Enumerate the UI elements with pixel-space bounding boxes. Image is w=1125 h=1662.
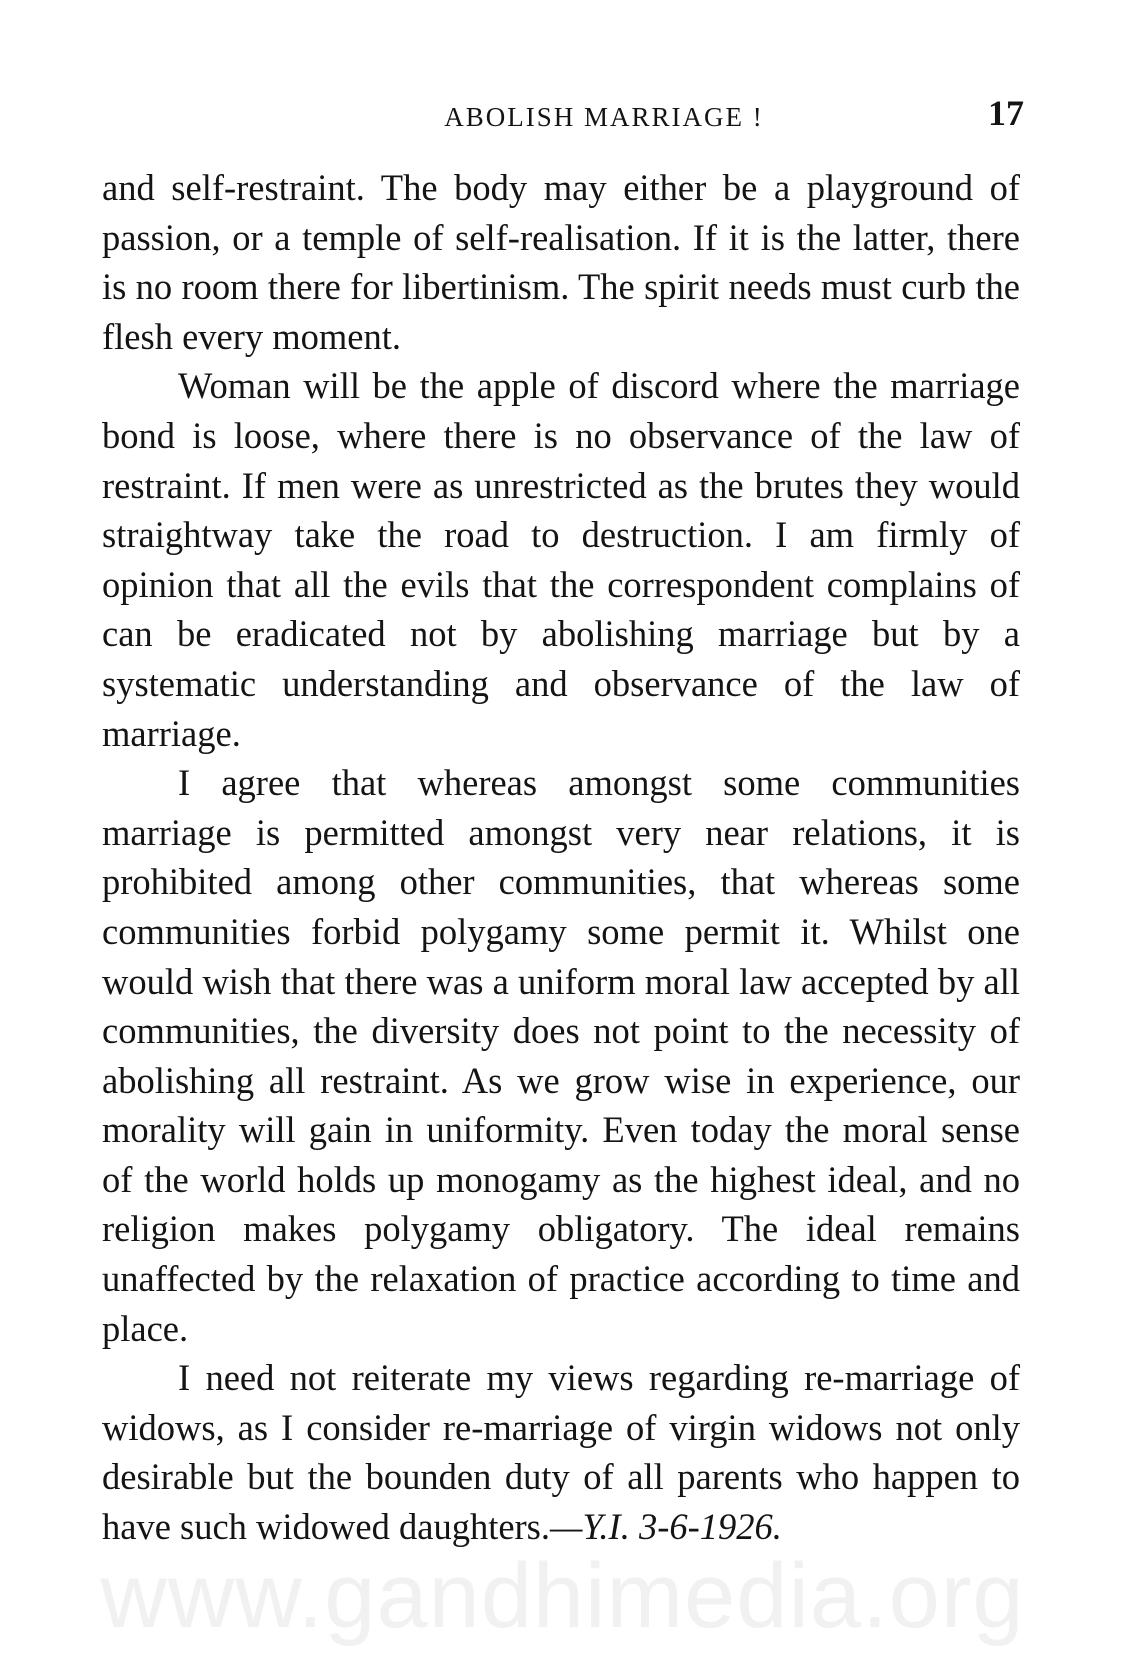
running-title: ABOLISH MARRIAGE ! bbox=[444, 102, 764, 132]
paragraph-widows-text: I need not reiterate my views regarding re-marriage of widows, as I consider re-marriage of virgin widows not only desirable but the bounden duty of all parents who happen to have such widowed daughters. bbox=[102, 1357, 1020, 1548]
paragraph-continuation: and self-restraint. The body may either be a playground of passion, or a temple of self-realisation. If it is the latter, there is no room there for libertinism. The spirit needs must curb the flesh every moment. bbox=[102, 167, 1020, 357]
paragraph-communities: I agree that whereas amongst some communities marriage is permitted amongst very near relations, it is prohibited among other communities, that whereas some communities forbid polygamy some permit it. Whilst one would wish that there was a uniform moral law accepted by all communities, the diversity does not point to the necessity of abolishing all restraint. As we grow wise in experience, our morality will gain in uniformity. Even today the moral sense of the world holds up monogamy as the highest ideal, and no religion makes polygamy obligatory. The ideal remains unaffected by the relaxation of practice according to time and place. bbox=[102, 762, 1020, 1349]
watermark: www.gandhimedia.org bbox=[100, 1545, 1025, 1647]
body-text bbox=[102, 163, 1020, 1552]
page-number: 17 bbox=[988, 93, 1024, 133]
paragraph-widows bbox=[102, 1353, 1020, 1551]
paragraph-woman-discord: Woman will be the apple of discord where the marriage bond is loose, where there is no observance of the law of restraint. If men were as unrestricted as the brutes they would straightway take the road to destruction. I am firmly of opinion that all the evils that the correspondent complains of can be eradicated not by abolishing marriage but by a systematic understanding and observance of the law of marriage. bbox=[102, 365, 1020, 754]
running-head bbox=[104, 92, 1024, 140]
source-citation: —Y.I. 3-6-1926. bbox=[550, 1506, 782, 1548]
